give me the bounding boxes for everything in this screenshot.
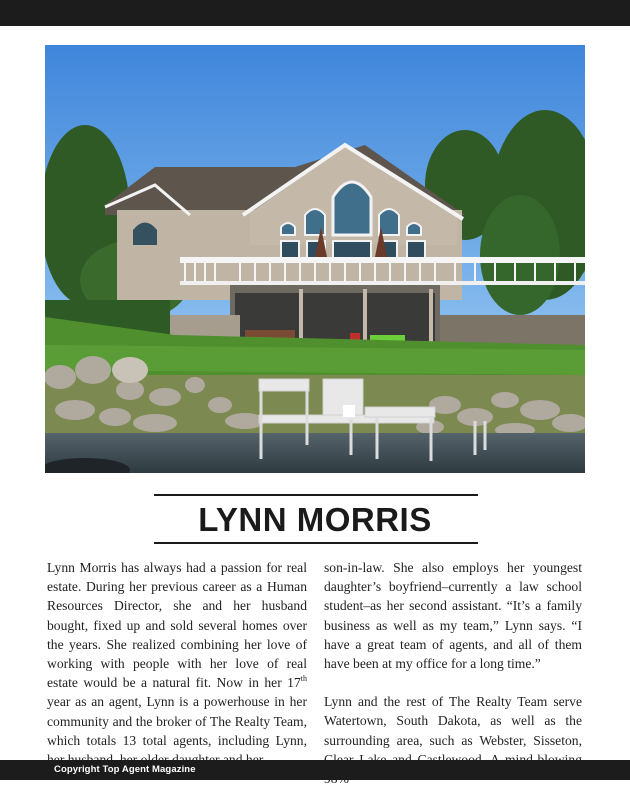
- article-text: Lynn Morris has always had a passion for real estate. During her previous career as a Human Resources Director, she and her husband bought, fixed up and sold several homes over the years. She realized combining her love of working with people with her love of real estate would be a natural fit. Now in her: [47, 560, 307, 691]
- header-bar: [0, 0, 630, 26]
- copyright-text: Copyright Top Agent Magazine: [54, 764, 196, 775]
- article-column-left: [47, 558, 307, 769]
- article-column-right: [324, 558, 582, 788]
- house-photo: [45, 45, 585, 473]
- article-text: 17: [287, 675, 301, 691]
- house-photo-illustration: [45, 45, 585, 473]
- article-paragraph: [47, 558, 307, 769]
- agent-name-heading: LYNN MORRIS: [198, 501, 432, 538]
- name-rule-bottom: [154, 542, 478, 544]
- article-paragraph: son-in-law. She also employs her youngest daughter’s boyfriend–currently a law school student–as her second assistant. “It’s a family business as well as my team,” Lynn says. “I have a great team of agents, and all of them have been at my office for a long time.”: [324, 560, 582, 672]
- ordinal-suffix: th: [300, 674, 307, 684]
- name-rule-top: [154, 494, 478, 496]
- article-text: year as an agent, Lynn is a powerhouse in her community and the broker of The Realty Team, which totals 13 total agents, including Lynn,: [47, 694, 307, 748]
- article-paragraph: Lynn and the rest of The Realty Team serve Watertown, South Dakota, as well as the surrounding area, such as Webster, Sisseton,: [324, 694, 582, 748]
